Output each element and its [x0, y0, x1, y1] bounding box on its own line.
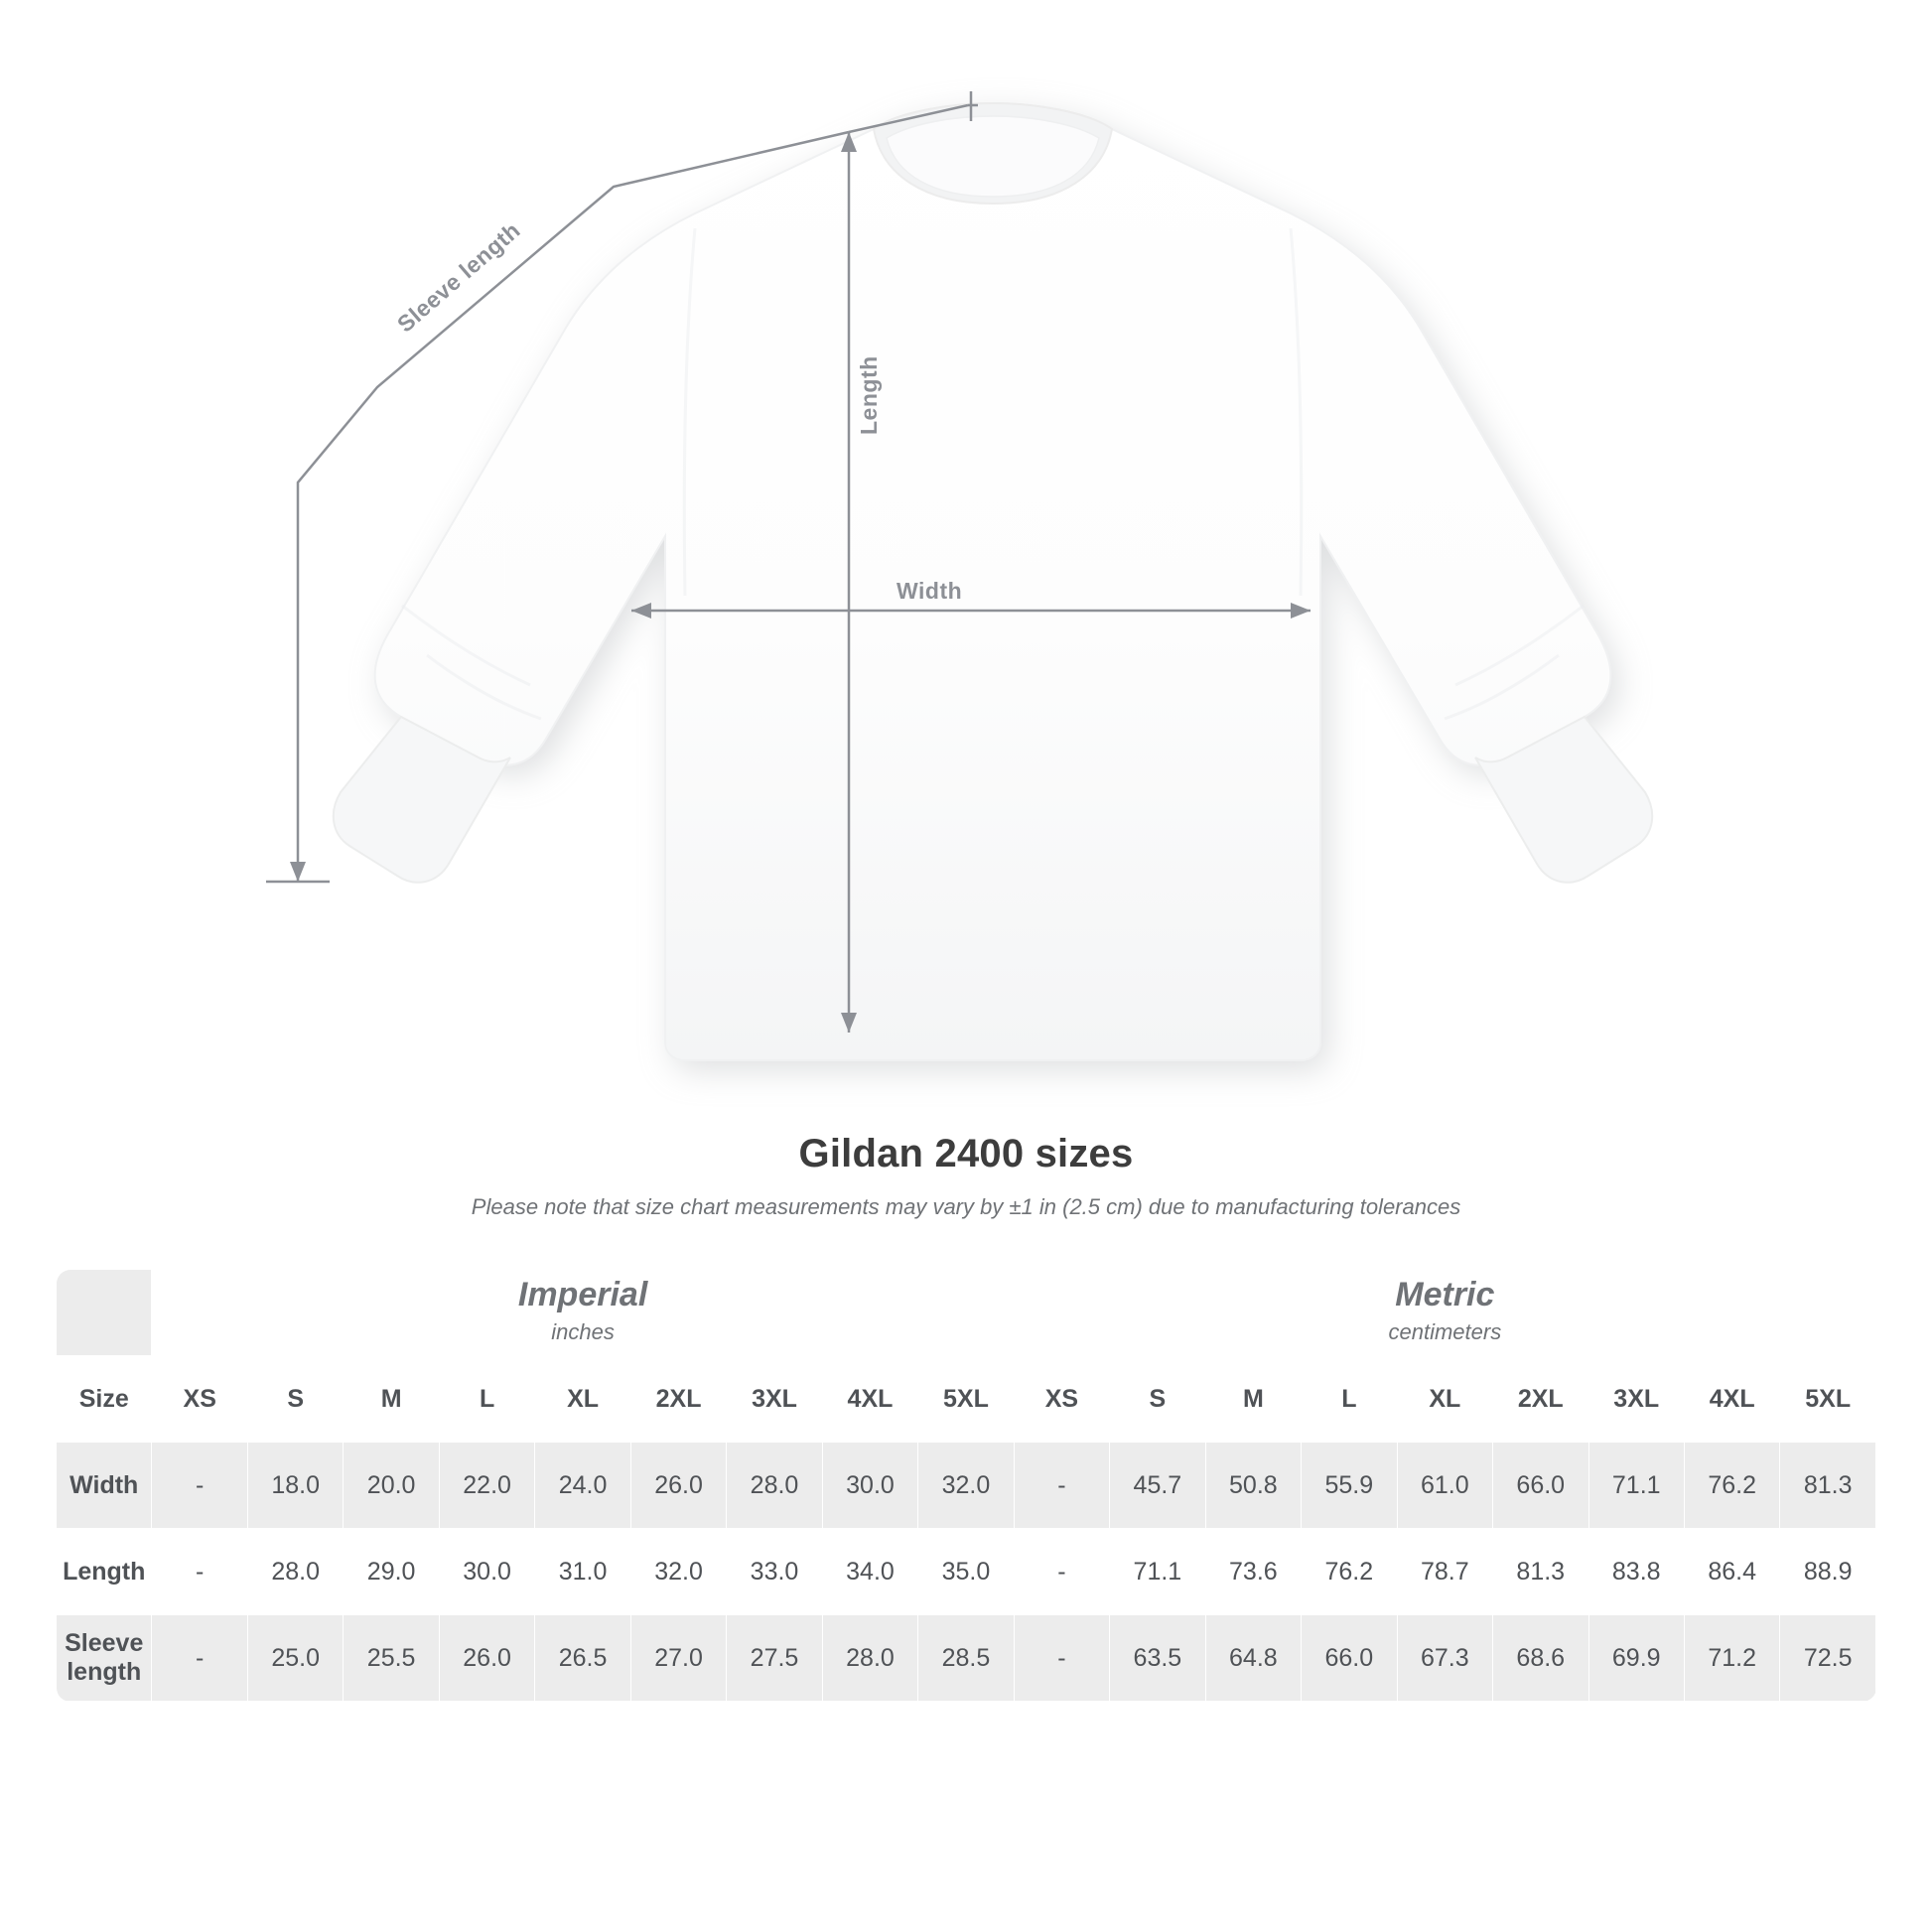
cell-sleeve-imperial-s: 25.0 [247, 1615, 343, 1702]
cell-width-imperial-s: 18.0 [247, 1443, 343, 1529]
cell-sleeve-metric-l: 66.0 [1302, 1615, 1397, 1702]
cell-sleeve-imperial-xs: - [152, 1615, 247, 1702]
cell-length-imperial-m: 29.0 [344, 1529, 439, 1615]
cell-width-metric-3xl: 71.1 [1588, 1443, 1684, 1529]
size-col-metric-xl: XL [1397, 1356, 1492, 1443]
table-row [57, 1443, 1876, 1529]
unit-header-row [57, 1270, 1876, 1356]
sleeve-length-label: Sleeve length [392, 216, 525, 338]
cell-sleeve-metric-2xl: 68.6 [1493, 1615, 1588, 1702]
cell-length-metric-2xl: 81.3 [1493, 1529, 1588, 1615]
size-table [56, 1269, 1876, 1702]
size-col-imperial-l: L [439, 1356, 534, 1443]
cell-sleeve-imperial-xl: 26.5 [535, 1615, 630, 1702]
cell-length-metric-xl: 78.7 [1397, 1529, 1492, 1615]
table-row [57, 1529, 1876, 1615]
row-label-length: Length [57, 1529, 152, 1615]
unit-header-imperial [152, 1270, 1014, 1356]
cell-length-imperial-l: 30.0 [439, 1529, 534, 1615]
row-label-width: Width [57, 1443, 152, 1529]
cell-width-metric-l: 55.9 [1302, 1443, 1397, 1529]
size-col-metric-m: M [1205, 1356, 1301, 1443]
cell-sleeve-metric-xs: - [1014, 1615, 1109, 1702]
unit-header-metric [1014, 1270, 1875, 1356]
cell-length-metric-l: 76.2 [1302, 1529, 1397, 1615]
cell-sleeve-metric-5xl: 72.5 [1780, 1615, 1876, 1702]
cell-length-imperial-s: 28.0 [247, 1529, 343, 1615]
cell-length-imperial-xl: 31.0 [535, 1529, 630, 1615]
cell-width-imperial-2xl: 26.0 [630, 1443, 726, 1529]
unit-name-imperial: Imperial [517, 1275, 648, 1313]
size-col-imperial-xl: XL [535, 1356, 630, 1443]
size-col-imperial-xs: XS [152, 1356, 247, 1443]
shirt-body [375, 103, 1611, 1060]
cell-sleeve-metric-m: 64.8 [1205, 1615, 1301, 1702]
cell-width-metric-2xl: 66.0 [1493, 1443, 1588, 1529]
cell-width-imperial-l: 22.0 [439, 1443, 534, 1529]
cell-length-metric-xs: - [1014, 1529, 1109, 1615]
size-col-imperial-2xl: 2XL [630, 1356, 726, 1443]
cell-sleeve-metric-3xl: 69.9 [1588, 1615, 1684, 1702]
size-header-row [57, 1356, 1876, 1443]
cell-width-metric-s: 45.7 [1110, 1443, 1205, 1529]
size-col-metric-s: S [1110, 1356, 1205, 1443]
row-label-sleeve-length: Sleeve length [57, 1615, 152, 1702]
size-col-metric-3xl: 3XL [1588, 1356, 1684, 1443]
cell-sleeve-imperial-l: 26.0 [439, 1615, 534, 1702]
cell-sleeve-imperial-5xl: 28.5 [918, 1615, 1014, 1702]
cell-width-imperial-3xl: 28.0 [727, 1443, 822, 1529]
cell-sleeve-metric-4xl: 71.2 [1684, 1615, 1779, 1702]
cell-length-metric-3xl: 83.8 [1588, 1529, 1684, 1615]
size-col-metric-xs: XS [1014, 1356, 1109, 1443]
cell-length-metric-s: 71.1 [1110, 1529, 1205, 1615]
cell-width-metric-xs: - [1014, 1443, 1109, 1529]
cell-width-metric-4xl: 76.2 [1684, 1443, 1779, 1529]
cell-width-metric-5xl: 81.3 [1780, 1443, 1876, 1529]
cell-width-imperial-m: 20.0 [344, 1443, 439, 1529]
cell-width-metric-m: 50.8 [1205, 1443, 1301, 1529]
cell-length-imperial-xs: - [152, 1529, 247, 1615]
cell-length-metric-4xl: 86.4 [1684, 1529, 1779, 1615]
cell-length-metric-5xl: 88.9 [1780, 1529, 1876, 1615]
width-label: Width [897, 578, 963, 604]
cell-width-imperial-5xl: 32.0 [918, 1443, 1014, 1529]
size-header-cell: Size [57, 1356, 152, 1443]
cell-length-imperial-2xl: 32.0 [630, 1529, 726, 1615]
cell-sleeve-imperial-3xl: 27.5 [727, 1615, 822, 1702]
cell-length-imperial-5xl: 35.0 [918, 1529, 1014, 1615]
cell-width-imperial-4xl: 30.0 [822, 1443, 917, 1529]
unit-name-metric: Metric [1395, 1275, 1495, 1313]
cell-length-imperial-3xl: 33.0 [727, 1529, 822, 1615]
cell-sleeve-metric-xl: 67.3 [1397, 1615, 1492, 1702]
cell-width-metric-xl: 61.0 [1397, 1443, 1492, 1529]
size-table-wrapper [56, 1269, 1876, 1702]
page-title: Gildan 2400 sizes [798, 1132, 1134, 1175]
cell-sleeve-metric-s: 63.5 [1110, 1615, 1205, 1702]
size-col-imperial-5xl: 5XL [918, 1356, 1014, 1443]
tolerance-note: Please note that size chart measurements may vary by ±1 in (2.5 cm) due to manufacturing tolerances [471, 1194, 1461, 1219]
size-col-imperial-4xl: 4XL [822, 1356, 917, 1443]
cell-length-metric-m: 73.6 [1205, 1529, 1301, 1615]
title-block [0, 1132, 1932, 1220]
cell-sleeve-imperial-4xl: 28.0 [822, 1615, 917, 1702]
cell-length-imperial-4xl: 34.0 [822, 1529, 917, 1615]
size-col-imperial-3xl: 3XL [727, 1356, 822, 1443]
unit-sub-metric: centimeters [1388, 1318, 1502, 1344]
size-col-metric-5xl: 5XL [1780, 1356, 1876, 1443]
size-col-metric-l: L [1302, 1356, 1397, 1443]
cell-width-imperial-xl: 24.0 [535, 1443, 630, 1529]
unit-header-corner [57, 1270, 152, 1356]
unit-sub-imperial: inches [551, 1318, 615, 1344]
table-row [57, 1615, 1876, 1702]
cell-sleeve-imperial-2xl: 27.0 [630, 1615, 726, 1702]
size-col-metric-4xl: 4XL [1684, 1356, 1779, 1443]
length-label: Length [856, 355, 882, 435]
cell-sleeve-imperial-m: 25.5 [344, 1615, 439, 1702]
cell-width-imperial-xs: - [152, 1443, 247, 1529]
size-col-imperial-s: S [247, 1356, 343, 1443]
size-col-metric-2xl: 2XL [1493, 1356, 1588, 1443]
size-col-imperial-m: M [344, 1356, 439, 1443]
